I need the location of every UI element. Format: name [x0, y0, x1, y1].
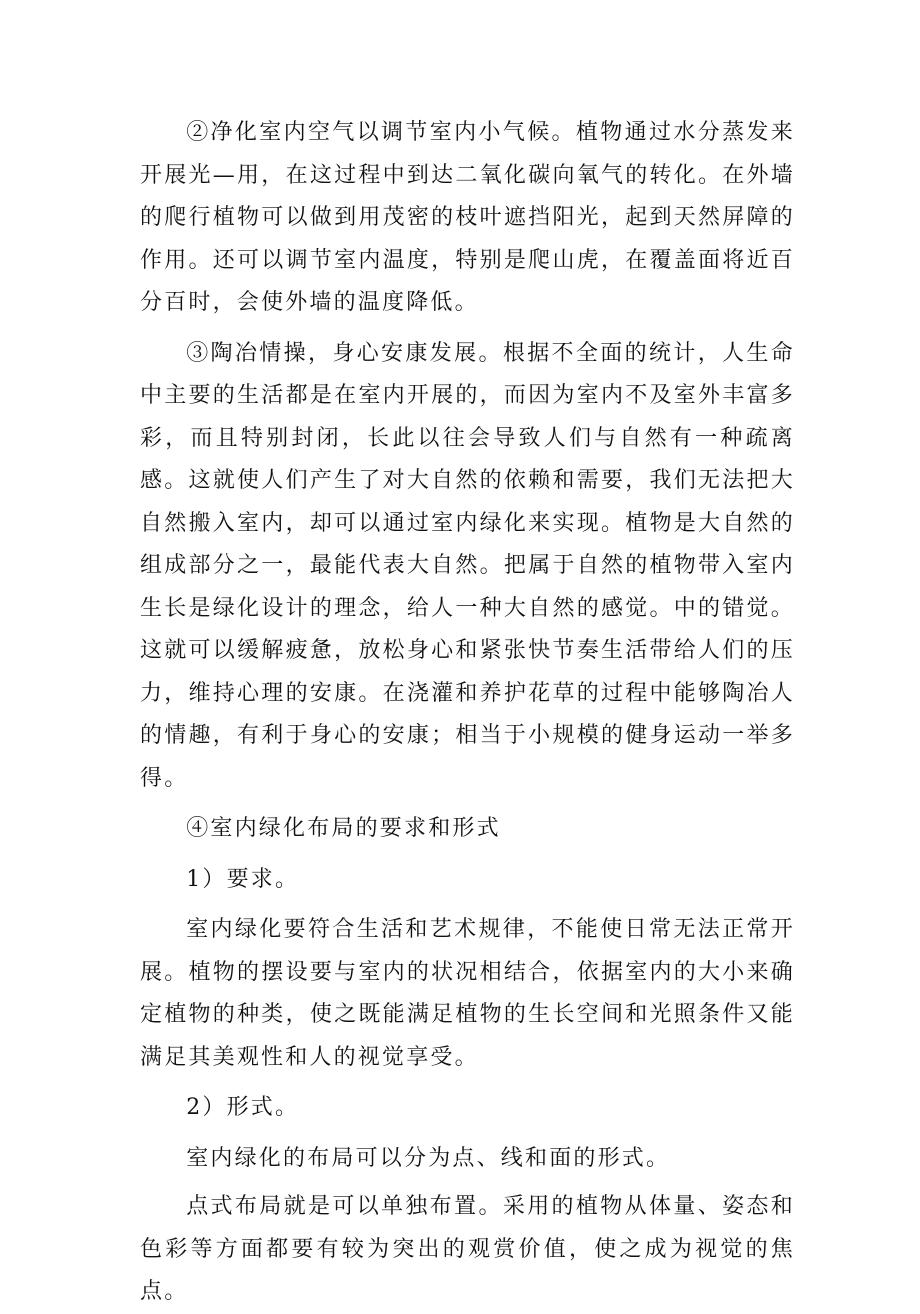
- paragraph-requirements: 室内绿化要符合生活和艺术规律，不能使日常无法正常开展。植物的摆设要与室内的状况相结合，依据室内的大小来确定植物的种类，使之既能满足植物的生长空间和光照条件又能满足其美观性和人的视觉享受。: [140, 917, 795, 1070]
- document-body: [140, 112, 795, 1314]
- paragraph-forms-intro: 室内绿化的布局可以分为点、线和面的形式。: [186, 1145, 671, 1171]
- paragraph-air-purification: ②净化室内空气以调节室内小气候。植物通过水分蒸发来开展光—用，在这过程中到达二氧化碳向氧气的转化。在外墙的爬行植物可以做到用茂密的枝叶遮挡阳光，起到天然屏障的作用。还可以调节室内温度，特别是爬山虎，在覆盖面将近百分百时，会使外墙的温度降低。: [140, 120, 795, 315]
- heading-layout-requirements-forms: ④室内绿化布局的要求和形式: [186, 816, 501, 841]
- paragraph-point-layout: 点式布局就是可以单独布置。采用的植物从体量、姿态和色彩等方面都要有较为突出的观赏价值，使之成为视觉的焦点。: [140, 1194, 795, 1304]
- heading-forms: 2）形式。: [186, 1095, 300, 1120]
- paragraph-mental-health: ③陶冶情操，身心安康发展。根据不全面的统计，人生命中主要的生活都是在室内开展的，而因为室内不及室外丰富多彩，而且特别封闭，长此以往会导致人们与自然有一种疏离感。这就使人们产生了对大自然的依赖和需要，我们无法把大自然搬入室内，却可以通过室内绿化来实现。植物是大自然的组成部分之一，最能代表大自然。把属于自然的植物带入室内生长是绿化设计的理念，给人一种大自然的感觉。中的错觉。这就可以缓解疲惫，放松身心和紧张快节奏生活带给人们的压力，维持心理的安康。在浇灌和养护花草的过程中能够陶冶人的情趣，有利于身心的安康；相当于小规模的健身运动一举多得。: [140, 340, 795, 791]
- heading-requirements: 1）要求。: [186, 866, 300, 892]
